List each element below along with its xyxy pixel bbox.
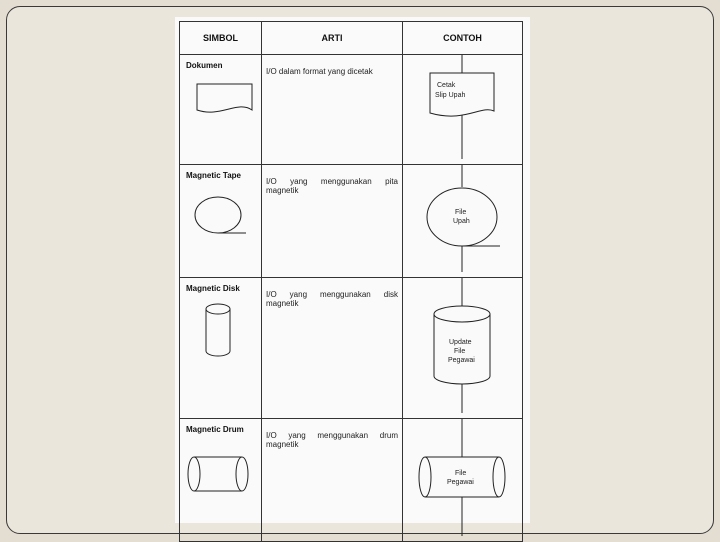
symbol-name: Magnetic Tape <box>186 171 241 180</box>
symbol-meaning: I/O yang menggunakan drum magnetik <box>266 431 398 450</box>
magnetic-disk-symbol <box>180 293 260 373</box>
table-row <box>180 419 523 542</box>
document-example <box>403 55 521 159</box>
symbol-name: Magnetic Disk <box>186 284 240 293</box>
table-row <box>180 165 523 278</box>
example-line: Slip Upah <box>435 92 466 99</box>
magnetic-tape-symbol <box>180 180 260 250</box>
table-header-row <box>180 22 523 55</box>
symbol-name: Dokumen <box>186 61 223 70</box>
symbol-name: Magnetic Drum <box>186 425 244 434</box>
header-simbol: SIMBOL <box>180 22 262 55</box>
magnetic-drum-symbol <box>180 434 260 514</box>
magnetic-disk-example <box>403 278 521 413</box>
example-line: Pegawai <box>448 357 475 364</box>
magnetic-tape-example <box>403 165 521 272</box>
example-line: Pegawai <box>447 479 474 486</box>
header-arti: ARTI <box>262 22 403 55</box>
example-line: Upah <box>453 218 470 225</box>
flowchart-symbol-table <box>179 21 523 542</box>
symbol-table-image <box>175 17 530 523</box>
symbol-meaning: I/O yang menggunakan pita magnetik <box>266 177 398 196</box>
table-row <box>180 278 523 419</box>
example-line: File <box>455 470 467 477</box>
symbol-meaning: I/O yang menggunakan disk magnetik <box>266 290 398 309</box>
example-line: Cetak <box>437 82 456 89</box>
example-line: File <box>454 348 466 355</box>
document-symbol <box>180 70 260 140</box>
example-line: File <box>455 209 467 216</box>
table-row <box>180 55 523 165</box>
header-contoh: CONTOH <box>403 22 523 55</box>
symbol-meaning: I/O dalam format yang dicetak <box>266 67 373 76</box>
example-line: Update <box>449 339 472 346</box>
magnetic-drum-example <box>403 419 521 536</box>
